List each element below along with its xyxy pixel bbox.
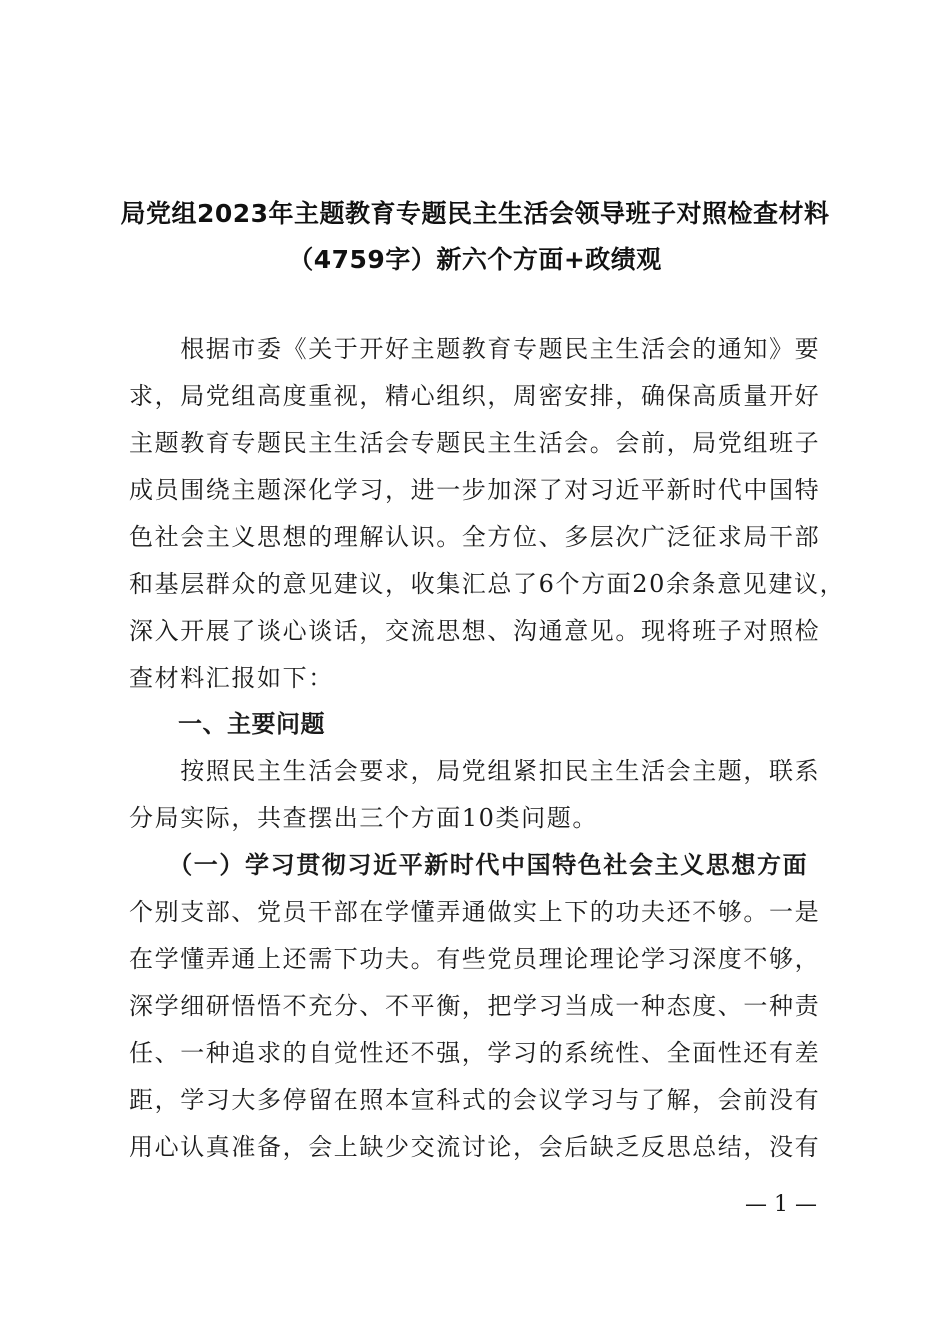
document-title-line-1: 局党组2023年主题教育专题民主生活会领导班子对照检查材料	[120, 199, 830, 228]
paragraph-line: 在学懂弄通上还需下功夫。有些党员理论理论学习深度不够，	[129, 945, 821, 973]
paragraph-line: 深学细研悟悟不充分、不平衡，把学习当成一种态度、一种责	[129, 992, 821, 1020]
paragraph-line: 根据市委《关于开好主题教育专题民主生活会的通知》要	[129, 335, 821, 363]
page-number: — 1 —	[745, 1192, 817, 1217]
paragraph-line: 成员围绕主题深化学习，进一步加深了对习近平新时代中国特	[129, 476, 821, 504]
paragraph-line: 求，局党组高度重视，精心组织，周密安排，确保高质量开好	[129, 382, 821, 410]
paragraph-line: 色社会主义思想的理解认识。全方位、多层次广泛征求局干部	[129, 523, 821, 551]
section-heading: 一、主要问题	[129, 710, 325, 738]
document-title-line-2: （4759字）新六个方面+政绩观	[288, 245, 662, 274]
paragraph-line: 用心认真准备，会上缺少交流讨论，会后缺乏反思总结，没有	[129, 1133, 821, 1161]
paragraph-line: 主题教育专题民主生活会专题民主生活会。会前，局党组班子	[129, 429, 821, 457]
paragraph-line: 查材料汇报如下：	[129, 664, 334, 692]
paragraph-line: 分局实际，共查摆出三个方面10类问题。	[129, 804, 598, 832]
paragraph-line: 距，学习大多停留在照本宣科式的会议学习与了解，会前没有	[129, 1086, 821, 1114]
sub-section-heading: （一）学习贯彻习近平新时代中国特色社会主义思想方面	[129, 850, 809, 879]
paragraph-line: 按照民主生活会要求，局党组紧扣民主生活会主题，联系	[129, 757, 821, 785]
paragraph-line: 个别支部、党员干部在学懂弄通做实上下的功夫还不够。一是	[129, 898, 821, 926]
paragraph-line: 任、一种追求的自觉性还不强，学习的系统性、全面性还有差	[129, 1039, 821, 1067]
paragraph-line: 深入开展了谈心谈话，交流思想、沟通意见。现将班子对照检	[129, 617, 821, 645]
paragraph-line: 和基层群众的意见建议，收集汇总了6个方面20余条意见建议，	[129, 570, 846, 598]
